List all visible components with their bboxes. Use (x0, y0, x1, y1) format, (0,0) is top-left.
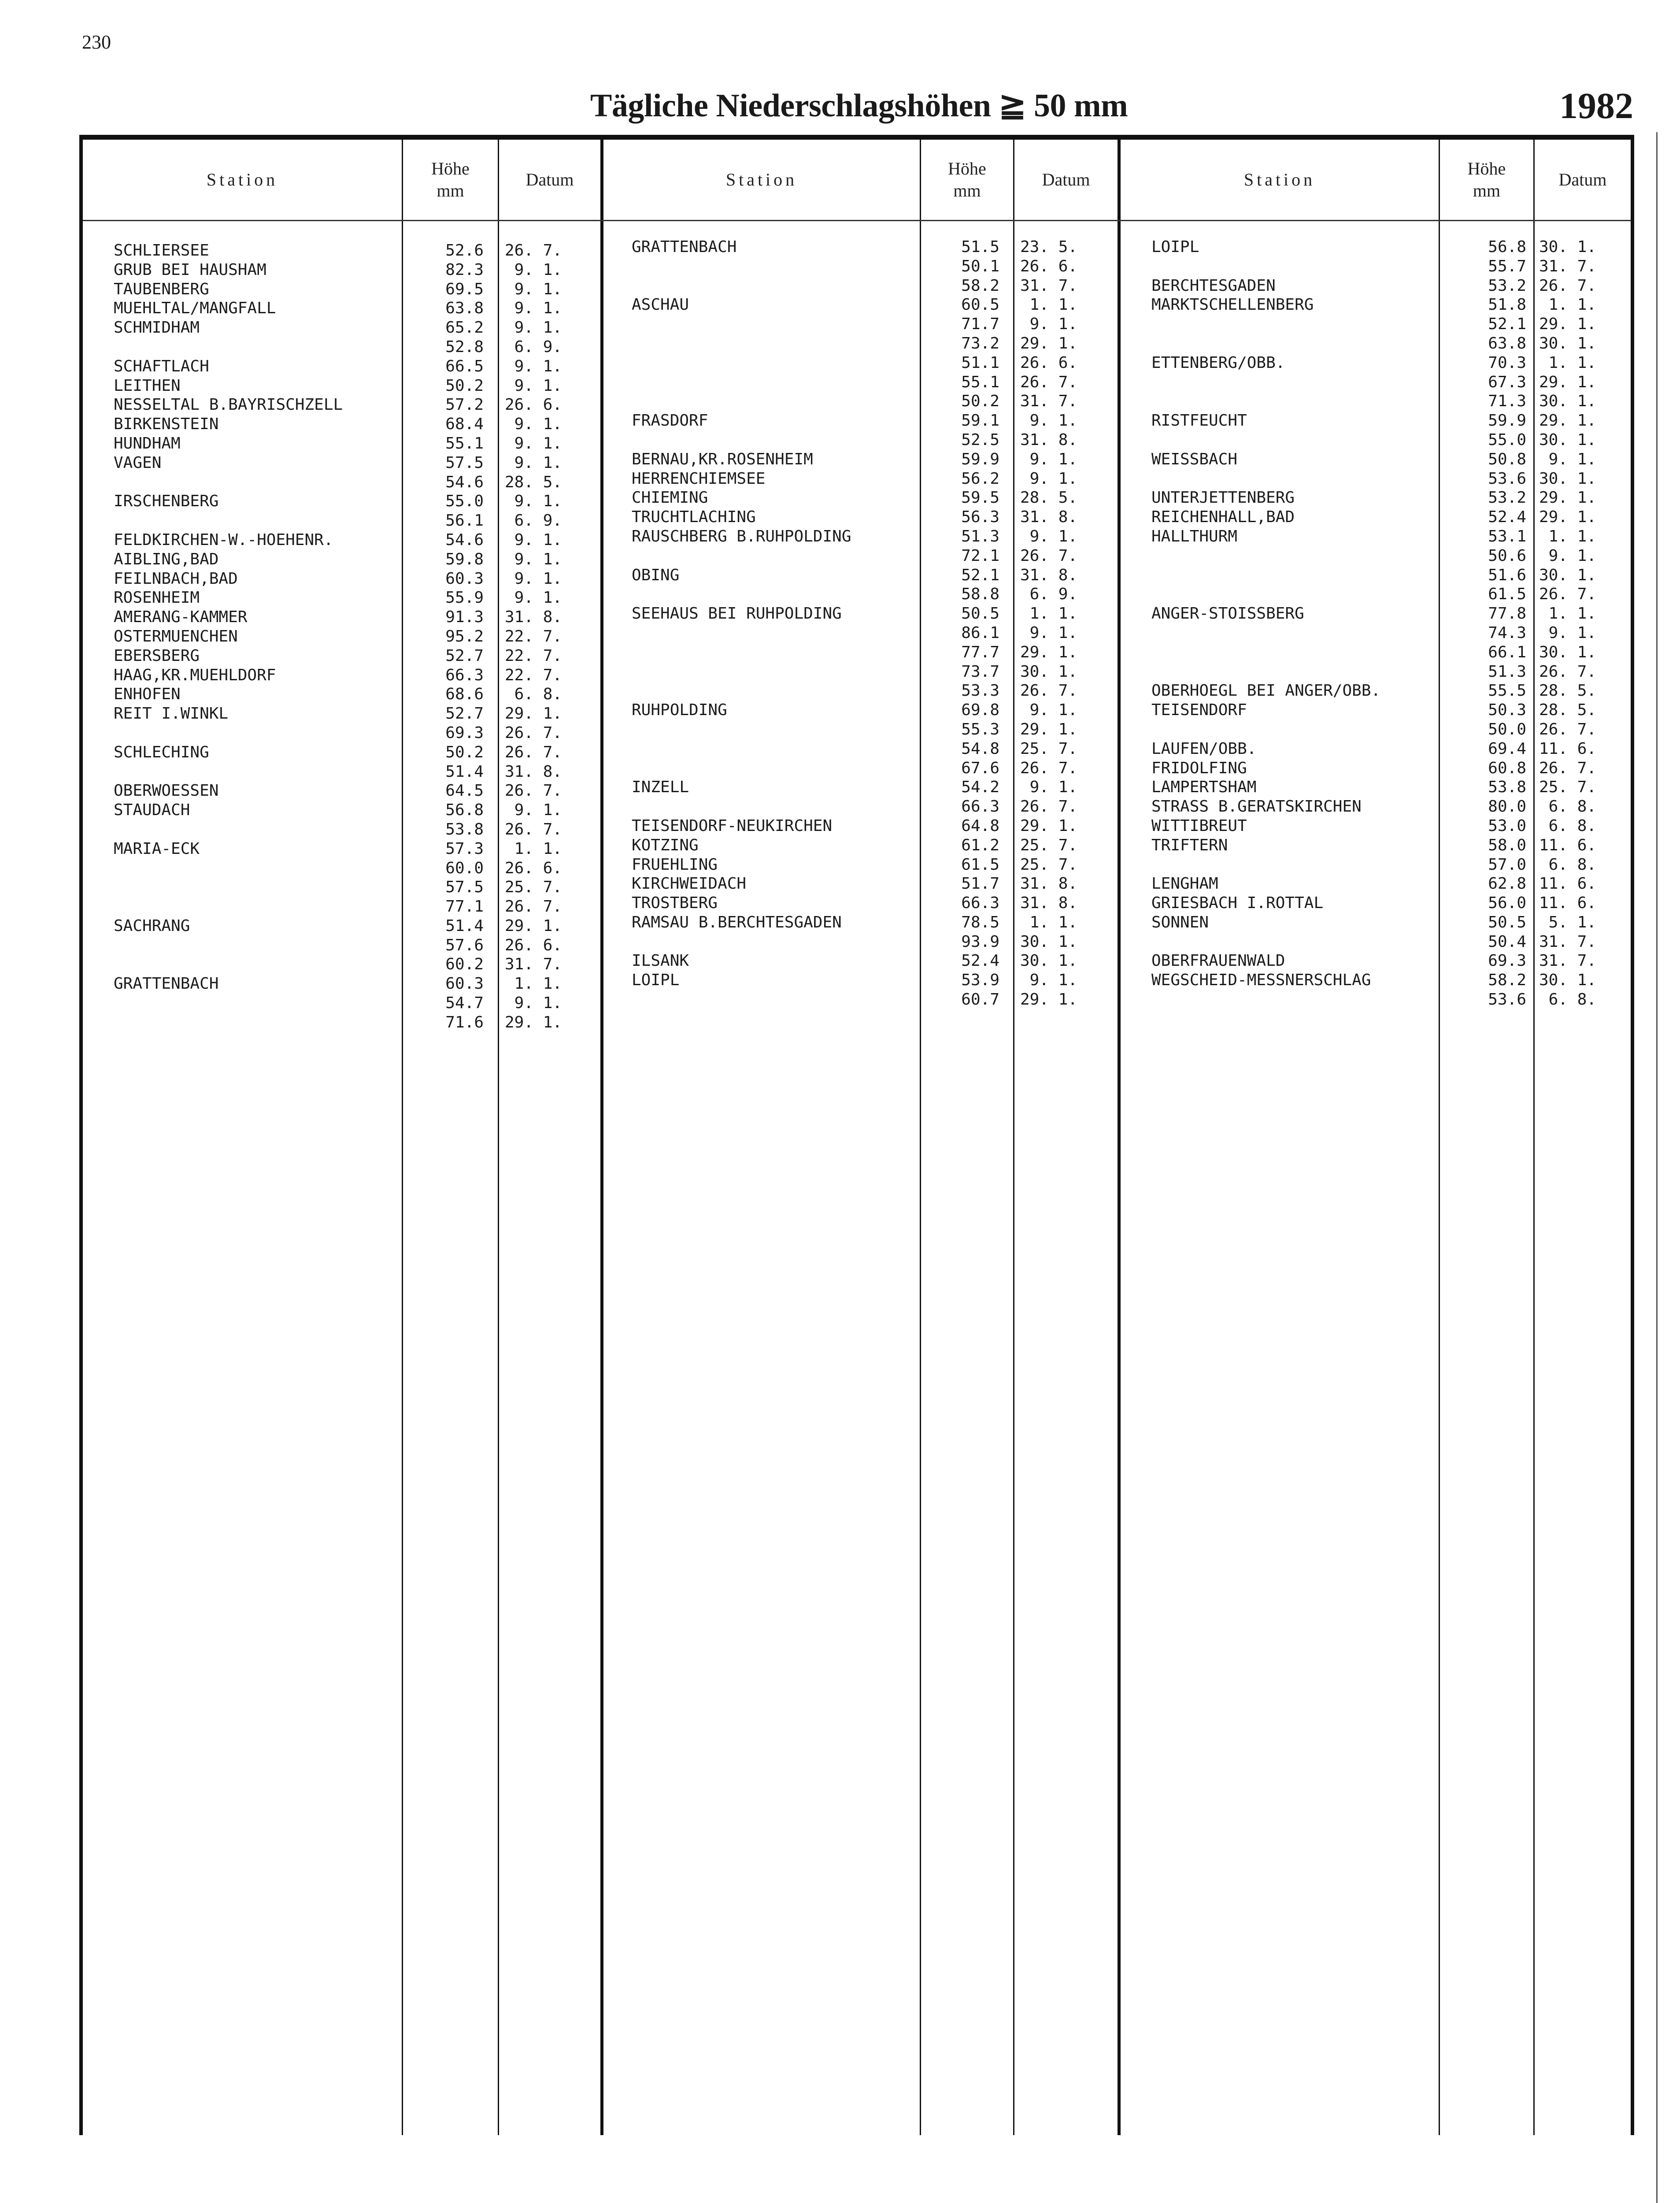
hoehe-list: 52.6 82.3 69.5 63.8 65.2 52.8 66.5 50.2 57.2 68.4 55.1 57.5 54.6 55.0 56.1 54.6 59.8 60.3 55.9 91.3 95.2 52.7 66.3 68.6 52.7 69.3 50.2 51.4 64.5 56.8 53.8 57.3 60.0 57.5 77.1 51.4 57.6 60.2 60.3 54.7 71.6 (445, 241, 484, 1031)
header-hoehe-unit: mm (437, 181, 464, 200)
hoehe-list: 51.5 50.1 58.2 60.5 71.7 73.2 51.1 55.1 50.2 59.1 52.5 59.9 56.2 59.5 56.3 51.3 72.1 52.1 58.8 50.5 86.1 77.7 73.7 53.3 69.8 55.3 54.8 67.6 54.2 66.3 64.8 61.2 61.5 51.7 66.3 78.5 93.9 52.4 53.9 60.7 (961, 238, 999, 1009)
header-hoehe (1440, 140, 1533, 220)
precipitation-table (79, 135, 1634, 2135)
station-list: GRATTENBACH ASCHAU FRASDORF BERNAU,KR.ROSENHEIM HERRENCHIEMSEE CHIEMING TRUCHTLACHING RAUSCHBERG B.RUHPOLDING OBING SEEHAUS BEI RUHPOLDING RUHPOLDING INZELL TEISENDORF-NEUKIRCHEN KOTZING FRUEHLING KIRCHWEIDACH TROSTBERG RAMSAU B.BERCHTESGADEN ILSANK LOIPL (632, 238, 851, 990)
station-list: LOIPL BERCHTESGADEN MARKTSCHELLENBERG ETTENBERG/OBB. RISTFEUCHT WEISSBACH UNTERJETTENBERG REICHENHALL,BAD HALLTHURM ANGER-STOISSBERG OBERHOEGL BEI ANGER/OBB. TEISENDORF LAUFEN/OBB. FRIDOLFING LAMPERTSHAM STRASS B.GERATSKIRCHEN WITTIBREUT TRIFTERN LENGHAM GRIESBACH I.ROTTAL SONNEN OBERFRAUENWALD WEGSCHEID-MESSNERSCHLAG (1151, 238, 1381, 990)
group-rule (1118, 140, 1121, 2135)
header-hoehe (403, 140, 498, 220)
hoehe-list: 56.8 55.7 53.2 51.8 52.1 63.8 70.3 67.3 71.3 59.9 55.0 50.8 53.6 53.2 52.4 53.1 50.6 51.6 61.5 77.8 74.3 66.1 51.3 55.5 50.3 50.0 69.4 60.8 53.8 80.0 53.0 58.0 57.0 62.8 56.0 50.5 50.4 69.3 58.2 53.6 (1488, 238, 1526, 1009)
header-station: Station (206, 170, 278, 189)
column-rule (498, 140, 499, 2135)
datum-list: 30. 1. 31. 7. 26. 7. 1. 1. 29. 1. 30. 1. 1. 1. 29. 1. 30. 1. 29. 1. 30. 1. 9. 1. 30. 1. 29. 1. 29. 1. 1. 1. 9. 1. 30. 1. 26. 7. 1. 1. 9. 1. 30. 1. 26. 7. 28. 5. 28. 5. 26. 7. 11. 6. 26. 7. 25. 7. 6. 8. 6. 8. 11. 6. 6. 8. 11. 6. 11. 6. 5. 1. 31. 7. 31. 7. 30. 1. 6. 8. (1539, 238, 1597, 1009)
column-rule (1533, 140, 1535, 2135)
header-station: Station (1243, 170, 1316, 189)
header-separator (83, 220, 1631, 221)
page-edge-line (1656, 132, 1658, 2203)
header-hoehe-label: Höhe (431, 159, 470, 178)
column-rule (1013, 140, 1014, 2135)
datum-list: 23. 5. 26. 6. 31. 7. 1. 1. 9. 1. 29. 1. 26. 6. 26. 7. 31. 7. 9. 1. 31. 8. 9. 1. 9. 1. 28. 5. 31. 8. 9. 1. 26. 7. 31. 8. 6. 9. 1. 1. 9. 1. 29. 1. 30. 1. 26. 7. 9. 1. 29. 1. 25. 7. 26. 7. 9. 1. 26. 7. 29. 1. 25. 7. 25. 7. 31. 8. 31. 8. 1. 1. 30. 1. 30. 1. 9. 1. 29. 1. (1020, 238, 1078, 1009)
header-hoehe-unit: mm (953, 181, 981, 200)
group-rule (600, 140, 603, 2135)
page-number: 230 (82, 31, 111, 53)
page-title: Tägliche Niederschlagshöhen ≧ 50 mm (590, 88, 1128, 124)
header-hoehe-unit: mm (1473, 181, 1501, 200)
header-datum: Datum (1558, 170, 1607, 189)
station-list: SCHLIERSEE GRUB BEI HAUSHAM TAUBENBERG MUEHLTAL/MANGFALL SCHMIDHAM SCHAFTLACH LEITHEN NESSELTAL B.BAYRISCHZELL BIRKENSTEIN HUNDHAM VAGEN IRSCHENBERG FELDKIRCHEN-W.-HOEHENR. AIBLING,BAD FEILNBACH,BAD ROSENHEIM AMERANG-KAMMER OSTERMUENCHEN EBERSBERG HAAG,KR.MUEHLDORF ENHOFEN REIT I.WINKL SCHLECHING OBERWOESSEN STAUDACH MARIA-ECK SACHRANG GRATTENBACH (114, 241, 343, 993)
header-hoehe-label: Höhe (1467, 159, 1506, 178)
page-year: 1982 (1559, 85, 1633, 126)
header-hoehe-label: Höhe (948, 159, 986, 178)
header-hoehe (921, 140, 1013, 220)
datum-list: 26. 7. 9. 1. 9. 1. 9. 1. 9. 1. 6. 9. 9. 1. 9. 1. 26. 6. 9. 1. 9. 1. 9. 1. 28. 5. 9. 1. 6. 9. 9. 1. 9. 1. 9. 1. 9. 1. 31. 8. 22. 7. 22. 7. 22. 7. 6. 8. 29. 1. 26. 7. 26. 7. 31. 8. 26. 7. 9. 1. 26. 7. 1. 1. 26. 6. 25. 7. 26. 7. 29. 1. 26. 6. 31. 7. 1. 1. 9. 1. 29. 1. (505, 241, 562, 1031)
header-datum: Datum (525, 170, 574, 189)
header-datum: Datum (1042, 170, 1090, 189)
header-station: Station (725, 170, 798, 189)
